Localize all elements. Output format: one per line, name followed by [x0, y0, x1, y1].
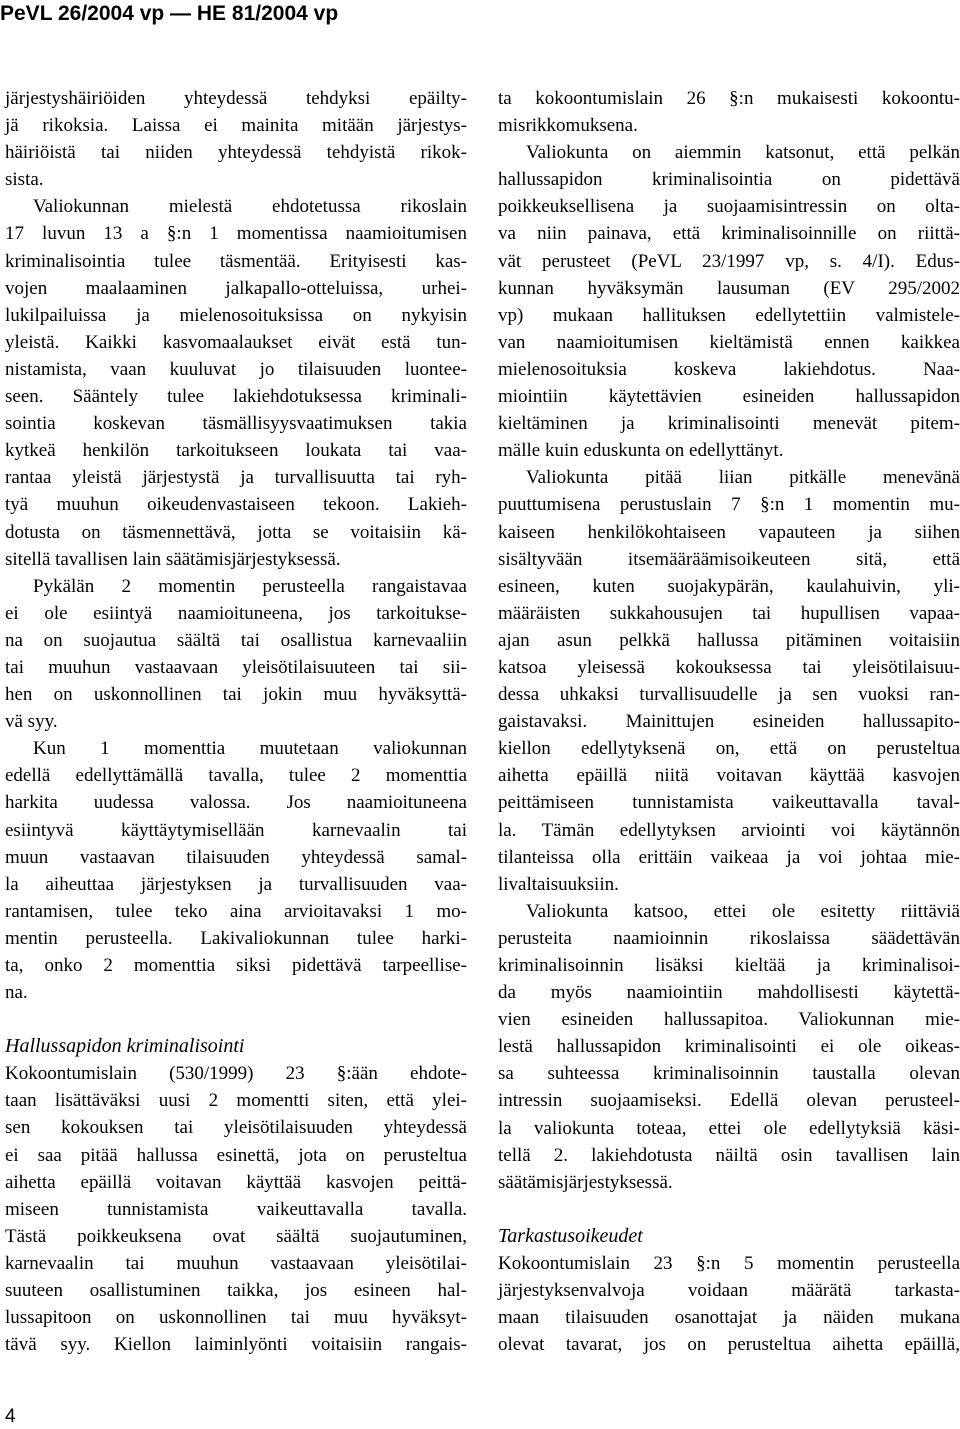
text-line: aihetta epäillä niitä voitavan käyttää kasvojen [498, 765, 960, 787]
document-header: PeVL 26/2004 vp — HE 81/2004 vp [0, 2, 339, 25]
text-line: kriminalisointia tulee täsmentää. Erityisesti kas- [5, 250, 467, 272]
text-line: taan lisättäväksi uusi 2 momentti siten, että ylei- [5, 1090, 467, 1112]
text-line: mielenosoituksia koskeva lakiehdotus. Naa- [498, 358, 960, 380]
text-line: kytkeä henkilön tarkoitukseen loukata tai vaa- [5, 440, 467, 462]
text-line: van naamioitumisen kieltämistä ennen kaikkea [498, 331, 960, 353]
text-line: maan tilaisuuden osanottajat ja näiden mukana [498, 1307, 960, 1329]
text-line: vät perusteet (PeVL 23/1997 vp, s. 4/I). Edus- [498, 250, 960, 272]
text-line: esiintyvä käyttäytymisellään karnevaalin tai [5, 819, 467, 841]
text-line: 17 luvun 13 a §:n 1 momentissa naamioitumisen [5, 223, 467, 245]
text-line: livaltaisuuksiin. [498, 873, 619, 895]
text-line: järjestyshäiriöiden yhteydessä tehdyksi epäilty- [5, 88, 467, 109]
text-line: vien esineiden hallussapitoa. Valiokunnan mie- [498, 1009, 960, 1031]
right-column [498, 85, 960, 1358]
text-line: hallussapidon kriminalisointia on pidettävä [498, 169, 960, 191]
text-line: karnevaalin tai muuhun vastaavaan yleisötilai- [5, 1252, 467, 1274]
text-line: Pykälän 2 momentin perusteella rangaistavaa [33, 575, 467, 597]
text-line: Kun 1 momenttia muutetaan valiokunnan [33, 738, 467, 760]
text-line: la valiokunta toteaa, ettei ole edellytyksiä käsi- [498, 1117, 960, 1139]
text-line: kiellon edellytyksenä on, että on perusteltua [498, 738, 960, 760]
text-line: sisältyvään itsemääräämisoikeuteen sitä, että [498, 548, 960, 570]
text-line: sista. [5, 169, 44, 191]
left-column [5, 85, 467, 1358]
text-line: esineen, kuten suojakypärän, kaulahuivin, yli- [498, 575, 960, 597]
section-heading: Tarkastusoikeudet [498, 1224, 643, 1247]
text-line: olevat tavarat, jos on perusteltua aihetta epäillä, [498, 1334, 960, 1356]
section-heading: Hallussapidon kriminalisointi [5, 1035, 245, 1058]
text-line: miointiin käytettävien esineiden hallussapidon [498, 386, 960, 408]
text-line: dotusta on täsmennettävä, jotta se voitaisiin kä- [5, 521, 467, 543]
text-line: Valiokunta on aiemmin katsonut, että pelkän [526, 142, 960, 164]
text-line: määräisten sukkahousujen tai hupullisen vapaa- [498, 602, 960, 624]
text-line: sitellä tavallisen lain säätämisjärjestyksessä. [5, 548, 341, 570]
text-line: Valiokunnan mielestä ehdotetussa rikoslain [33, 196, 467, 218]
text-line: misrikkomuksena. [498, 115, 638, 137]
text-line: muun vastaavan tilaisuuden yhteydessä samal- [5, 846, 467, 868]
text-line: nistamista, vaan kuuluvat jo tilaisuuden luontee- [5, 358, 467, 380]
text-line: harkita uudessa valossa. Jos naamioituneena [5, 792, 467, 814]
text-line: suuteen osallistuminen taikka, jos esineen hal- [5, 1280, 467, 1302]
text-line: puuttumisena perustuslain 7 §:n 1 momentin mu- [498, 494, 960, 516]
text-line: dessa uhkaksi turvallisuudelle ja sen vuoksi ran- [498, 684, 960, 706]
text-line: aihetta epäillä voitavan käyttää kasvojen peittä- [5, 1171, 467, 1193]
text-line: tai muuhun vastaavaan yleisötilaisuuteen tai sii- [5, 656, 467, 678]
text-line: edellä edellyttämällä tavalla, tulee 2 momenttia [5, 765, 467, 787]
text-line: kaiseen henkilökohtaiseen vapauteen ja siihen [498, 521, 960, 543]
text-line: Kokoontumislain 23 §:n 5 momentin perusteella [498, 1252, 960, 1274]
text-line: la. Tämän edellytyksen arviointi voi käytännön [498, 819, 960, 841]
text-line: tyä muuhun oikeudenvastaiseen tekoon. Lakieh- [5, 494, 467, 516]
text-line: ta kokoontumislain 26 §:n mukaisesti kokoontu- [498, 88, 960, 109]
text-line: yleistä. Kaikki kasvomaalaukset eivät estä tun- [5, 331, 467, 353]
text-line: Valiokunta pitää liian pitkälle menevänä [526, 467, 960, 489]
text-line: ajan asun pelkkä hallussa pitäminen voitaisiin [498, 629, 960, 651]
text-line: hen on uskonnollinen tai jokin muu hyväksyttä- [5, 684, 467, 706]
text-line: kieltäminen ja kriminalisointi menevät pitem- [498, 413, 960, 435]
text-line: na. [5, 982, 28, 1004]
text-line: rantamisen, tulee teko aina arvioitavaksi 1 mo- [5, 900, 467, 922]
text-line: häiriöistä tai niiden yhteydessä tehdyistä rikok- [5, 142, 467, 164]
text-line: sointia koskevan täsmällisyysvaatimuksen takia [5, 413, 467, 435]
text-line: katsoa yleisessä kokouksessa tai yleisötilaisuu- [498, 656, 960, 678]
text-line: ta, onko 2 momenttia siksi pidettävä tarpeellise- [5, 955, 467, 976]
text-line: jä rikoksia. Laissa ei mainita mitään järjestys- [5, 115, 467, 137]
text-line: ei saa pitää hallussa esinettä, jota on perusteltua [5, 1144, 467, 1166]
text-line: miseen tunnistamista vaikeuttavalla tavalla. [5, 1198, 467, 1220]
text-line: järjestyksenvalvoja voidaan määrätä tarkasta- [498, 1280, 960, 1302]
text-line: säätämisjärjestyksessä. [498, 1171, 673, 1193]
text-line: tellä 2. lakiehdotusta näiltä osin tavallisen lain [498, 1144, 960, 1166]
text-line: mälle kuin eduskunta on edellyttänyt. [498, 440, 784, 462]
text-line: perusteita naamioinnin rikoslaissa säädettävän [498, 927, 960, 949]
text-line: sen kokouksen tai yleisötilaisuuden yhteydessä [5, 1117, 467, 1139]
text-line: ei ole esiintyä naamioituneena, jos tarkoitukse- [5, 602, 467, 624]
text-line: tilanteissa olla erittäin vaikeaa ja voi johtaa mie- [498, 846, 960, 868]
text-line: tävä syy. Kiellon laiminlyönti voitaisiin rangais- [5, 1334, 467, 1356]
text-line: sa suhteessa kriminalisoinnin taustalla olevan [498, 1063, 960, 1085]
text-line: kunnan hyväksymän lausuman (EV 295/2002 [498, 277, 960, 299]
text-line: gaistavaksi. Mainittujen esineiden hallussapito- [498, 711, 960, 733]
text-line: lukilpailuissa ja mielenosoituksissa on nykyisin [5, 304, 467, 326]
text-line: mentin perusteella. Lakivaliokunnan tulee harki- [5, 927, 467, 949]
text-line: Tästä poikkeuksena ovat säältä suojautuminen, [5, 1225, 467, 1247]
text-line: da myös naamiointiin mahdollisesti käytettä- [498, 982, 960, 1004]
text-line: Kokoontumislain (530/1999) 23 §:ään ehdote- [5, 1063, 467, 1085]
text-line: poikkeuksellisena ja suojaamisintressin on olta- [498, 196, 960, 218]
text-line: kriminalisoinnin lisäksi kieltää ja kriminalisoi- [498, 955, 960, 976]
text-line: vp) mukaan hallituksen edellytettiin valmistele- [498, 304, 960, 326]
text-line: na on suojautua säältä tai osallistua karnevaaliin [5, 629, 467, 651]
text-line: peittämiseen tunnistamista vaikeuttavalla taval- [498, 792, 960, 814]
text-line: va niin painava, että kriminalisoinnille on riittä- [498, 223, 960, 245]
text-line: rantaa yleistä järjestystä ja turvallisuutta tai ryh- [5, 467, 467, 489]
text-line: intressin suojaamiseksi. Edellä olevan perusteel- [498, 1090, 960, 1112]
text-line: vä syy. [5, 711, 58, 733]
text-line: la aiheuttaa järjestyksen ja turvallisuuden vaa- [5, 873, 467, 895]
text-line: vojen maalaaminen jalkapallo-otteluissa, urhei- [5, 277, 467, 299]
text-line: lussapitoon on uskonnollinen tai muu hyväksyt- [5, 1307, 467, 1329]
text-line: seen. Sääntely tulee lakiehdotuksessa kriminali- [5, 386, 467, 408]
text-line: Valiokunta katsoo, ettei ole esitetty riittäviä [526, 900, 960, 922]
text-line: lestä hallussapidon kriminalisointi ei ole oikeas- [498, 1036, 960, 1058]
page-number: 4 [5, 1406, 16, 1427]
